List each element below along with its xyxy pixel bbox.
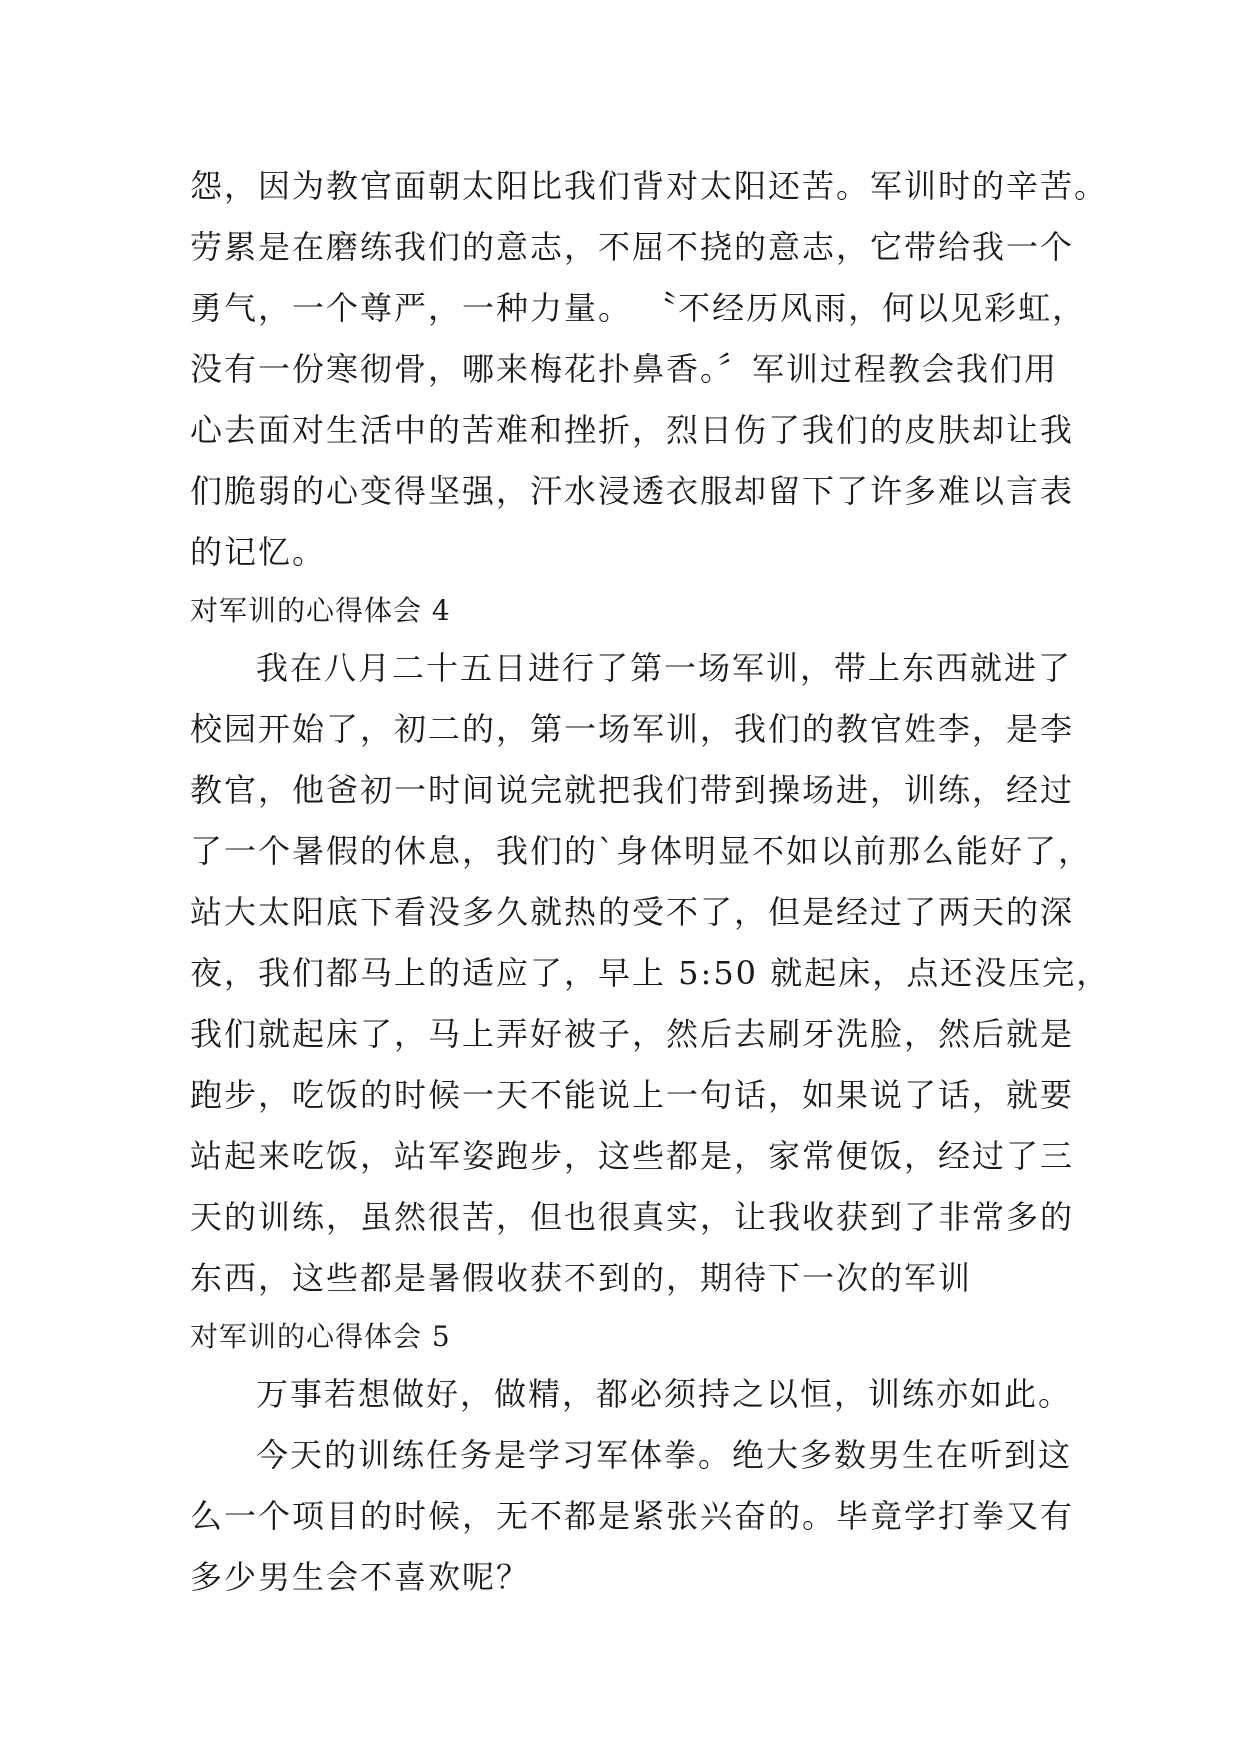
text-line: 没有一份寒彻骨，哪来梅花扑鼻香。〞军训过程教会我们用 (190, 350, 1059, 388)
text-line: 心去面对生活中的苦难和挫折，烈日伤了我们的皮肤却让我 (190, 411, 1075, 449)
text-line: 多少男生会不喜欢呢？ (190, 1558, 531, 1596)
section-heading-5: 对军训的心得体会 5 (190, 1320, 451, 1353)
text-line: 站大太阳底下看没多久就热的受不了，但是经过了两天的深 (190, 893, 1075, 931)
document-body (190, 156, 1111, 1608)
text-line: 天的训练，虽然很苦，但也很真实，让我收获到了非常多的 (190, 1198, 1075, 1236)
text-line: 万事若想做好，做精，都必须持之以恒，训练亦如此。 (256, 1375, 1073, 1413)
text-line: 东西，这些都是暑假收获不到的，期待下一次的军训 (190, 1259, 973, 1297)
text-line: 跑步，吃饭的时候一天不能说上一句话，如果说了话，就要 (190, 1076, 1075, 1114)
text-line: 了一个暑假的休息，我们的`身体明显不如以前那么能好了， (190, 832, 1093, 870)
text-line: 教官，他爸初一时间说完就把我们带到操场进，训练，经过 (190, 771, 1075, 809)
text-line: 怨，因为教官面朝太阳比我们背对太阳还苦。军训时的辛苦。 (190, 167, 1109, 205)
text-line: 站起来吃饭，站军姿跑步，这些都是，家常便饭，经过了三 (190, 1137, 1075, 1175)
paragraph-section-5-body (190, 1425, 1075, 1608)
section-heading-4: 对军训的心得体会 4 (190, 594, 451, 627)
text-line: 们脆弱的心变得坚强，汗水浸透衣服却留下了许多难以言表 (190, 472, 1075, 510)
text-line: 我们就起床了，马上弄好被子，然后去刷牙洗脸，然后就是 (190, 1015, 1075, 1053)
text-line: 夜，我们都马上的适应了，早上 5:50 就起床，点还没压完， (190, 954, 1111, 992)
text-line: 校园开始了，初二的，第一场军训，我们的教官姓李，是李 (190, 710, 1075, 748)
text-line: 么一个项目的时候，无不都是紧张兴奋的。毕竟学打拳又有 (190, 1497, 1075, 1535)
text-line: 劳累是在磨练我们的意志，不屈不挠的意志，它带给我一个 (190, 228, 1075, 266)
paragraph-continuation (190, 156, 1109, 583)
text-line: 勇气，一个尊严，一种力量。 〝不经历风雨，何以见彩虹， (190, 289, 1087, 327)
paragraph-section-4 (190, 638, 1111, 1309)
paragraph-section-5-intro (190, 1364, 1073, 1425)
text-line: 我在八月二十五日进行了第一场军训，带上东西就进了 (256, 649, 1073, 687)
text-line: 的记忆。 (190, 533, 327, 571)
text-line: 今天的训练任务是学习军体拳。绝大多数男生在听到这 (256, 1436, 1073, 1474)
